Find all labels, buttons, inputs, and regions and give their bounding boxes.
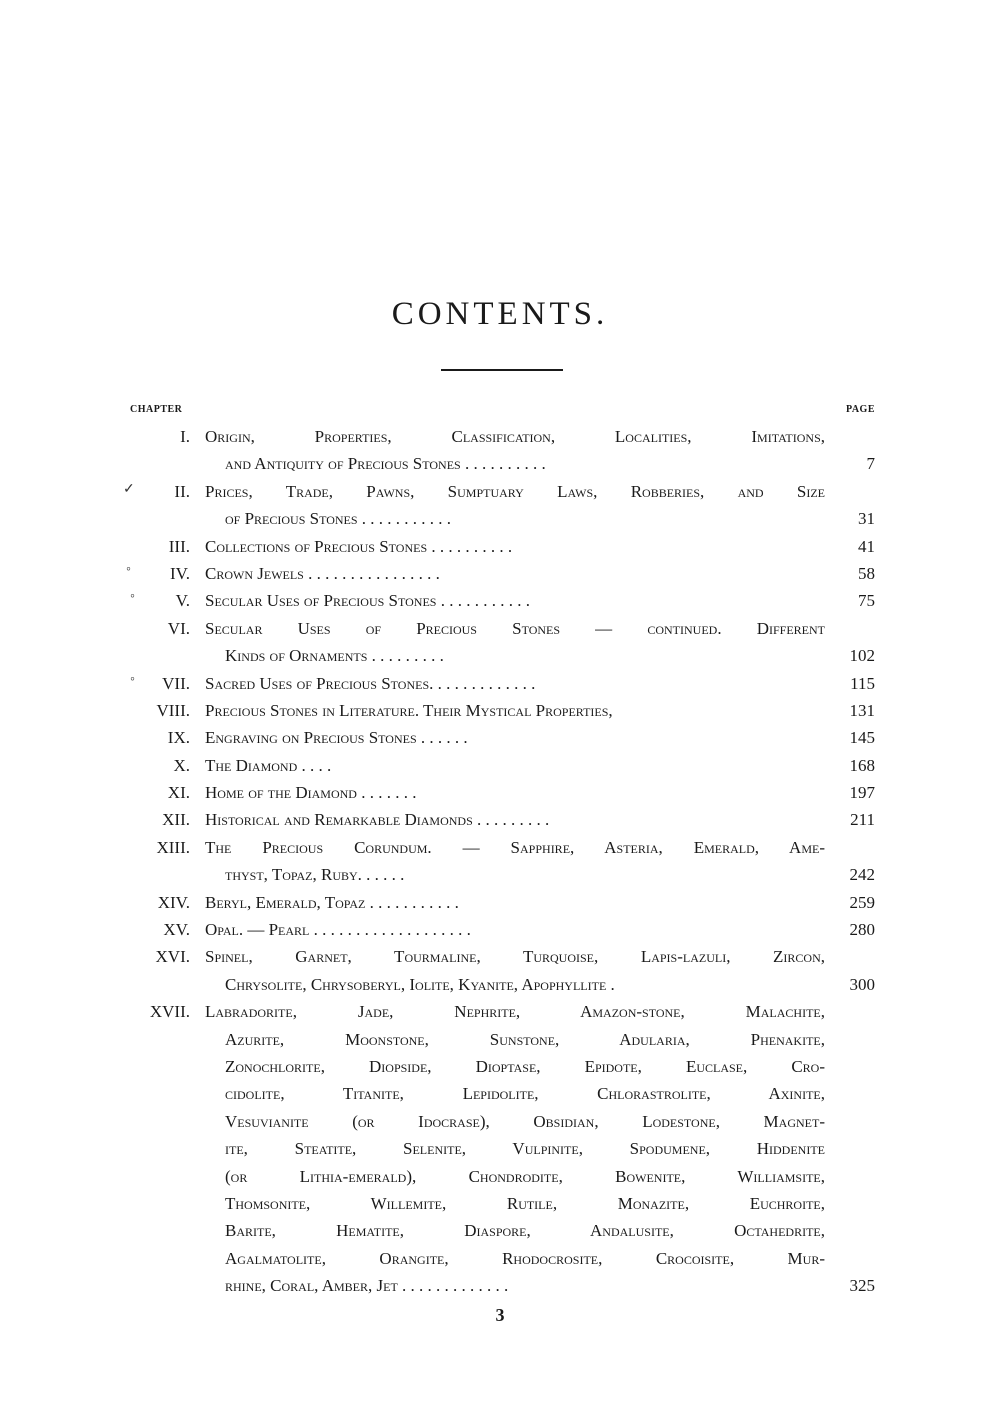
- pencil-mark-icon: ◦: [130, 589, 135, 604]
- chapter-title-line: Engraving on Precious Stones . . . . . .: [205, 728, 468, 748]
- toc-line: [0, 1080, 1000, 1107]
- toc-line: [0, 861, 1000, 888]
- chapter-title-line: Beryl, Emerald, Topaz . . . . . . . . . . .: [205, 892, 459, 912]
- chapter-title-line: Origin, Properties, Classification, Localities, Imitations,: [205, 427, 825, 446]
- page-reference: 300: [849, 974, 875, 994]
- chapter-title-line: thyst, Topaz, Ruby. . . . . .: [225, 865, 405, 885]
- page-reference: 145: [849, 728, 875, 748]
- page-reference: 41: [858, 536, 875, 556]
- page-column-header: PAGE: [845, 404, 875, 415]
- pencil-mark-icon: ✓: [123, 482, 135, 497]
- toc-line: [0, 834, 1000, 861]
- page-reference: 280: [849, 920, 875, 940]
- toc-line: [0, 615, 1000, 642]
- chapter-title-line: Sacred Uses of Precious Stones. . . . . . . . . . . . .: [205, 673, 536, 693]
- chapter-title-line: Precious Stones in Literature. Their Mystical Properties,: [205, 700, 613, 720]
- chapter-number: XII.: [162, 810, 190, 830]
- toc-line: [0, 1053, 1000, 1080]
- page-reference: 115: [850, 673, 875, 693]
- toc-line: [0, 1163, 1000, 1190]
- chapter-title-line: ite, Steatite, Selenite, Vulpinite, Spodumene, Hiddenite: [225, 1139, 825, 1159]
- toc-line: [0, 587, 1000, 614]
- pencil-mark-icon: ◦: [126, 562, 131, 577]
- toc-line: [0, 670, 1000, 697]
- chapter-title-line: Historical and Remarkable Diamonds . . . . . . . . .: [205, 810, 550, 830]
- page-number: 3: [495, 1305, 505, 1325]
- toc-line: [0, 1108, 1000, 1135]
- chapter-number: II.: [174, 481, 190, 501]
- chapter-title-line: The Diamond . . . .: [205, 755, 332, 775]
- toc-line: [0, 998, 1000, 1025]
- chapter-title-line: Barite, Hematite, Diaspore, Andalusite, Octahedrite,: [225, 1221, 825, 1241]
- page-reference: 131: [849, 700, 875, 720]
- chapter-title-line: Opal. — Pearl . . . . . . . . . . . . . . . . . . .: [205, 920, 471, 940]
- chapter-title-line: Zonochlorite, Diopside, Dioptase, Epidote, Euclase, Cro-: [225, 1056, 825, 1076]
- chapter-number: III.: [168, 536, 190, 556]
- chapter-title-line: Vesuvianite (or Idocrase), Obsidian, Lodestone, Magnet-: [225, 1111, 825, 1131]
- chapter-title-line: Secular Uses of Precious Stones — continued. Different: [205, 618, 825, 638]
- chapter-number: XI.: [167, 783, 190, 803]
- toc-line: [0, 697, 1000, 724]
- chapter-title-line: Agalmatolite, Orangite, Rhodocrosite, Crocoisite, Mur-: [225, 1248, 825, 1268]
- chapter-number: VII.: [162, 673, 190, 693]
- chapter-title-line: The Precious Corundum. — Sapphire, Asteria, Emerald, Ame-: [205, 837, 825, 857]
- page-reference: 197: [849, 783, 875, 803]
- chapter-number: XVII.: [149, 1002, 190, 1022]
- page-reference: 325: [849, 1276, 875, 1296]
- toc-line: [0, 724, 1000, 751]
- contents-list: [0, 423, 1000, 1300]
- chapter-title-line: of Precious Stones . . . . . . . . . . .: [225, 509, 452, 529]
- chapter-title-line: Kinds of Ornaments . . . . . . . . .: [225, 646, 444, 666]
- chapter-title-line: Collections of Precious Stones . . . . . . . . . .: [205, 536, 513, 556]
- toc-line: [0, 943, 1000, 970]
- toc-line: [0, 916, 1000, 943]
- page-reference: 242: [849, 865, 875, 885]
- pencil-mark-icon: ◦: [130, 672, 135, 687]
- chapter-number: I.: [180, 427, 190, 446]
- toc-line: [0, 642, 1000, 669]
- toc-line: [0, 1245, 1000, 1272]
- chapter-number: XIV.: [157, 892, 190, 912]
- chapter-title-line: rhine, Coral, Amber, Jet . . . . . . . . . . . . .: [225, 1276, 509, 1296]
- chapter-title-line: and Antiquity of Precious Stones . . . . . . . . . .: [225, 454, 546, 474]
- chapter-number: IX.: [167, 728, 190, 748]
- page-title: CONTENTS.: [391, 296, 609, 332]
- chapter-title-line: Chrysolite, Chrysoberyl, Iolite, Kyanite, Apophyllite .: [225, 974, 615, 994]
- chapter-number: VIII.: [156, 700, 190, 720]
- toc-line: [0, 478, 1000, 505]
- toc-line: [0, 1190, 1000, 1217]
- toc-line: [0, 533, 1000, 560]
- chapter-title-line: Azurite, Moonstone, Sunstone, Adularia, Phenakite,: [225, 1029, 825, 1049]
- toc-line: [0, 889, 1000, 916]
- page-reference: 259: [849, 892, 875, 912]
- page-reference: 58: [858, 563, 875, 583]
- toc-line: [0, 1217, 1000, 1244]
- toc-line: [0, 971, 1000, 998]
- toc-line: [0, 806, 1000, 833]
- page-reference: 102: [849, 646, 875, 666]
- chapter-number: XV.: [163, 920, 190, 940]
- chapter-number: V.: [175, 591, 190, 611]
- chapter-title-line: cidolite, Titanite, Lepidolite, Chlorastrolite, Axinite,: [225, 1084, 825, 1104]
- chapter-title-line: Crown Jewels . . . . . . . . . . . . . . . .: [205, 563, 440, 583]
- chapter-title-line: Prices, Trade, Pawns, Sumptuary Laws, Robberies, and Size: [205, 481, 825, 501]
- toc-line: [0, 1135, 1000, 1162]
- chapter-title-line: Home of the Diamond . . . . . . .: [205, 783, 417, 803]
- toc-line: [0, 505, 1000, 532]
- toc-line: [0, 423, 1000, 450]
- chapter-number: X.: [173, 755, 190, 775]
- page-reference: 31: [858, 509, 875, 529]
- chapter-number: XVI.: [155, 947, 190, 967]
- title-rule: [441, 369, 563, 371]
- toc-line: [0, 560, 1000, 587]
- chapter-title-line: Spinel, Garnet, Tourmaline, Turquoise, Lapis-lazuli, Zircon,: [205, 947, 825, 967]
- toc-line: [0, 1272, 1000, 1299]
- chapter-title-line: Secular Uses of Precious Stones . . . . . . . . . . .: [205, 591, 530, 611]
- page-reference: 7: [866, 454, 875, 474]
- page-reference: 168: [849, 755, 875, 775]
- toc-line: [0, 1026, 1000, 1053]
- toc-line: [0, 779, 1000, 806]
- chapter-title-line: Labradorite, Jade, Nephrite, Amazon-stone, Malachite,: [205, 1002, 825, 1022]
- chapter-number: IV.: [170, 563, 190, 583]
- chapter-title-line: (or Lithia-emerald), Chondrodite, Bowenite, Williamsite,: [225, 1166, 825, 1186]
- toc-line: [0, 752, 1000, 779]
- chapter-title-line: Thomsonite, Willemite, Rutile, Monazite, Euchroite,: [225, 1193, 825, 1213]
- page-reference: 75: [858, 591, 875, 611]
- chapter-column-header: CHAPTER: [130, 404, 183, 415]
- chapter-number: XIII.: [156, 837, 190, 857]
- page-reference: 211: [850, 810, 875, 830]
- chapter-number: VI.: [167, 618, 190, 638]
- toc-line: [0, 450, 1000, 477]
